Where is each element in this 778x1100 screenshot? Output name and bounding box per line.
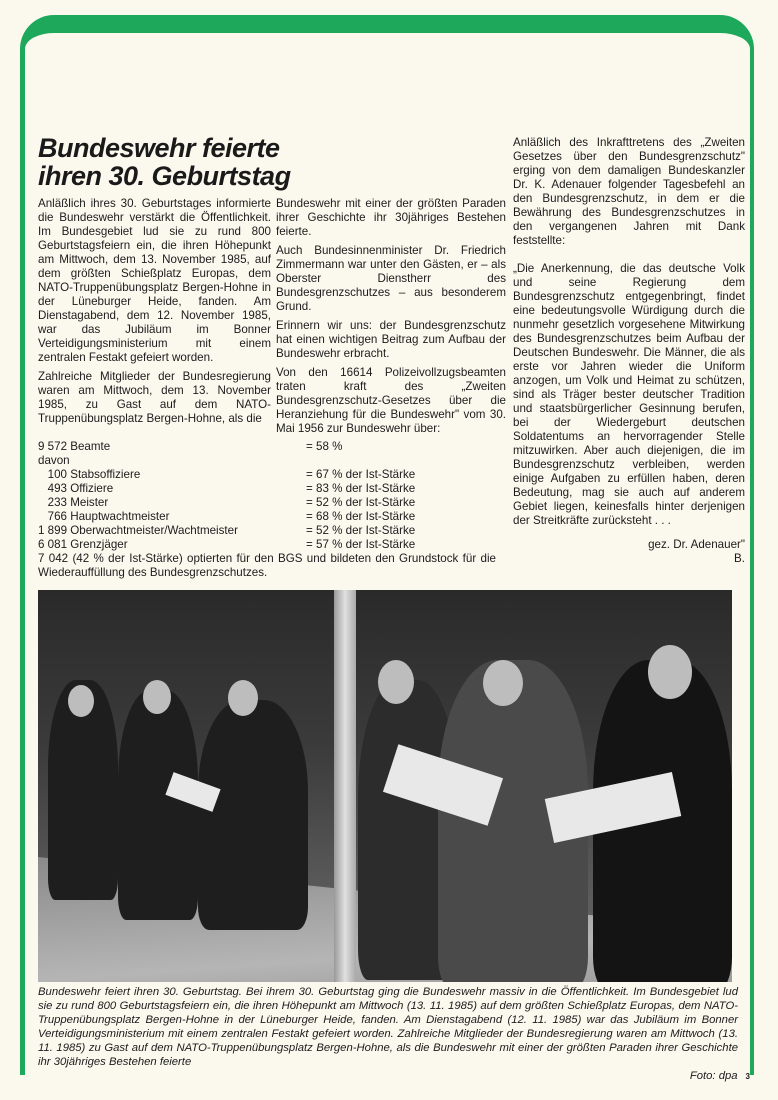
paragraph: Bundeswehr mit einer der größten Paraden ihrer Geschichte ihr 30jähriges Bestehen feierte. [276,197,506,238]
green-frame-left [20,70,25,1075]
paragraph: Anläßlich des Inkrafttretens des „Zweiten Gesetzes über den Bundesgrenzschutz" erging von dem damaligen Bundeskanzler Dr. K. Adenauer folgender Tagesbefehl an den Bundesgrenzschutz, in dem er die Bewährung des Bundesgrenzschutzes in den vergangenen Jahren mit Dank feststellte: [513,136,745,247]
row-label: 493 Offiziere [38,482,114,495]
left-area [38,134,506,580]
photo-face [648,645,692,699]
table-row [38,496,498,510]
row-label: 1 899 Oberwachtmeister/Wachtmeister [38,524,238,537]
title-line-1: Bundeswehr feierte [38,133,280,163]
column-2 [276,197,506,436]
row-label: 9 572 Beamte [38,440,111,453]
row-label: 100 Stabsoffiziere [38,468,141,481]
table-row [38,482,498,496]
text-columns [38,197,506,436]
paragraph: Zahlreiche Mitglieder der Bundesregierung waren am Mittwoch, dem 13. November 1985, zu Gast auf dem NATO-Truppenübungsplatz Bergen-Hohne, als die [38,370,271,425]
table-footer: 7 042 (42 % der Ist-Stärke) optierten für den BGS und bildeten den Grundstock für die Wiederauffüllung des Bundesgrenzschutzes. [38,552,496,579]
table-row [38,538,498,552]
row-value: = 67 % der Ist-Stärke [306,468,416,481]
statistics-table [38,440,498,552]
row-label: 766 Hauptwachtmeister [38,510,170,523]
column-1 [38,197,271,436]
photo-face [378,660,414,704]
photo-person [198,700,308,930]
photo-face [68,685,94,717]
table-row [38,524,498,538]
photo-face [228,680,258,716]
caption-footer [38,1069,750,1083]
table-row [38,440,498,454]
paragraph: Erinnern wir uns: der Bundesgrenzschutz hat einen wichtigen Beitrag zum Aufbau der Bundeswehr erbracht. [276,319,506,360]
photo-spectators-reading-programs [38,590,732,982]
row-value: = 58 % [306,440,343,453]
paragraph: Auch Bundesinnenminister Dr. Friedrich Zimmermann war unter den Gästen, er – als Oberster Dienstherr des Bundesgrenzschutzes – aus besonderem Grund. [276,244,506,313]
photo-caption: Bundeswehr feiert ihren 30. Geburtstag. Bei ihrem 30. Geburtstag ging die Bundeswehr massiv in die Öffentlichkeit. Im Bundesgebiet lud sie zu rund 800 Geburtstagsfeiern ein, die ihren Höhepunkt am Mittwoch (13. 11. 1985) auf dem größten Schießplatz Europas, dem NATO-Truppenübungsplatz Bergen-Hohne in der Lüneburger Heide, fanden. Am Dienstagabend (12. 11. 1985) war das Jubiläum im Bonner Verteidigungsministerium mit einem zentralen Festakt gefeiert worden. Zahlreiche Mitglieder der Bundesregierung waren am Mittwoch (13. 11. 1985) zu Gast auf dem NATO-Truppenübungsplatz Bergen-Hohne, als die Bundeswehr mit einer der größten Paraden ihrer Geschichte ihr 30jähriges Bestehen feierte [38,986,738,1068]
row-value: = 52 % der Ist-Stärke [306,524,416,537]
row-label: 233 Meister [38,496,109,509]
row-value: = 57 % der Ist-Stärke [306,538,416,551]
paragraph: Von den 16614 Polizeivollzugsbeamten traten kraft des „Zweiten Bundesgrenzschutz-Gesetzes über die Heranziehung für die Bundeswehr" vom 30. Mai 1956 zur Bundeswehr über: [276,366,506,435]
photo-face [483,660,523,706]
photo-credit: Foto: dpa [689,1070,738,1082]
row-label: davon [38,454,70,467]
table-row [38,468,498,482]
page-number: 3 [745,1072,750,1081]
paragraph: Anläßlich ihres 30. Geburtstages informierte die Bundeswehr verstärkt die Öffentlichkeit. Im Bundesgebiet lud sie zu rund 800 Geburtstagsfeiern ein, die ihren Höhepunkt am Mittwoch, dem 13. November 1985, auf dem größten Schießplatz Europas, dem NATO-Truppenübungsplatz Bergen-Hohne in der Lüneburger Heide, fanden. Am Dienstagabend, dem 12. November 1985, war das Jubiläum im Bonner Verteidigungsministerium mit einem zentralen Festakt gefeiert worden. [38,197,271,364]
row-value: = 68 % der Ist-Stärke [306,510,416,523]
row-value: = 52 % der Ist-Stärke [306,496,416,509]
photo-face [143,680,171,714]
quote-paragraph: „Die Anerkennung, die das deutsche Volk und seine Regierung dem Bundesgrenzschutz entgegenbringt, findet eine bedeutungsvolle Würdigung durch die nunmehr gesetzlich vorgesehene Mitwirkung des Bundesgrenzschutzes beim Aufbau der Deutschen Bundeswehr. Die Männer, die als erste vor Jahren wieder die Uniform anzogen, um Volk und Heimat zu schützen, sind als Träger bester deutscher Tradition und staatsbürgerlicher Gesinnung berufen, bei der Wiedergeburt deutschen Soldatentums an hervorragender Stelle mitzuwirken. Aber auch diejenigen, die im Bundesgrenzschutz verbleiben, werden einige Aufgaben zu erfüllen haben, deren Bedeutung, mag sie auch auf anderem Gebiet liegen, keinesfalls hinter derjenigen der Streitkräfte zurücksteht . . . [513,262,745,527]
column-3 [513,136,745,566]
page-content [38,133,750,1083]
green-frame-right [750,70,754,1075]
green-frame-top [20,15,754,75]
article-body [38,134,745,580]
author-initial: B. [734,552,745,565]
table-row [38,454,498,468]
signature: gez. Dr. Adenauer" [648,538,745,551]
title-line-2: ihren 30. Geburtstag [38,161,291,191]
row-value: = 83 % der Ist-Stärke [306,482,416,495]
row-label: 6 081 Grenzjäger [38,538,128,551]
table-row [38,510,498,524]
article-title [38,134,506,190]
photo-post [334,590,356,982]
photo-person [118,690,198,920]
